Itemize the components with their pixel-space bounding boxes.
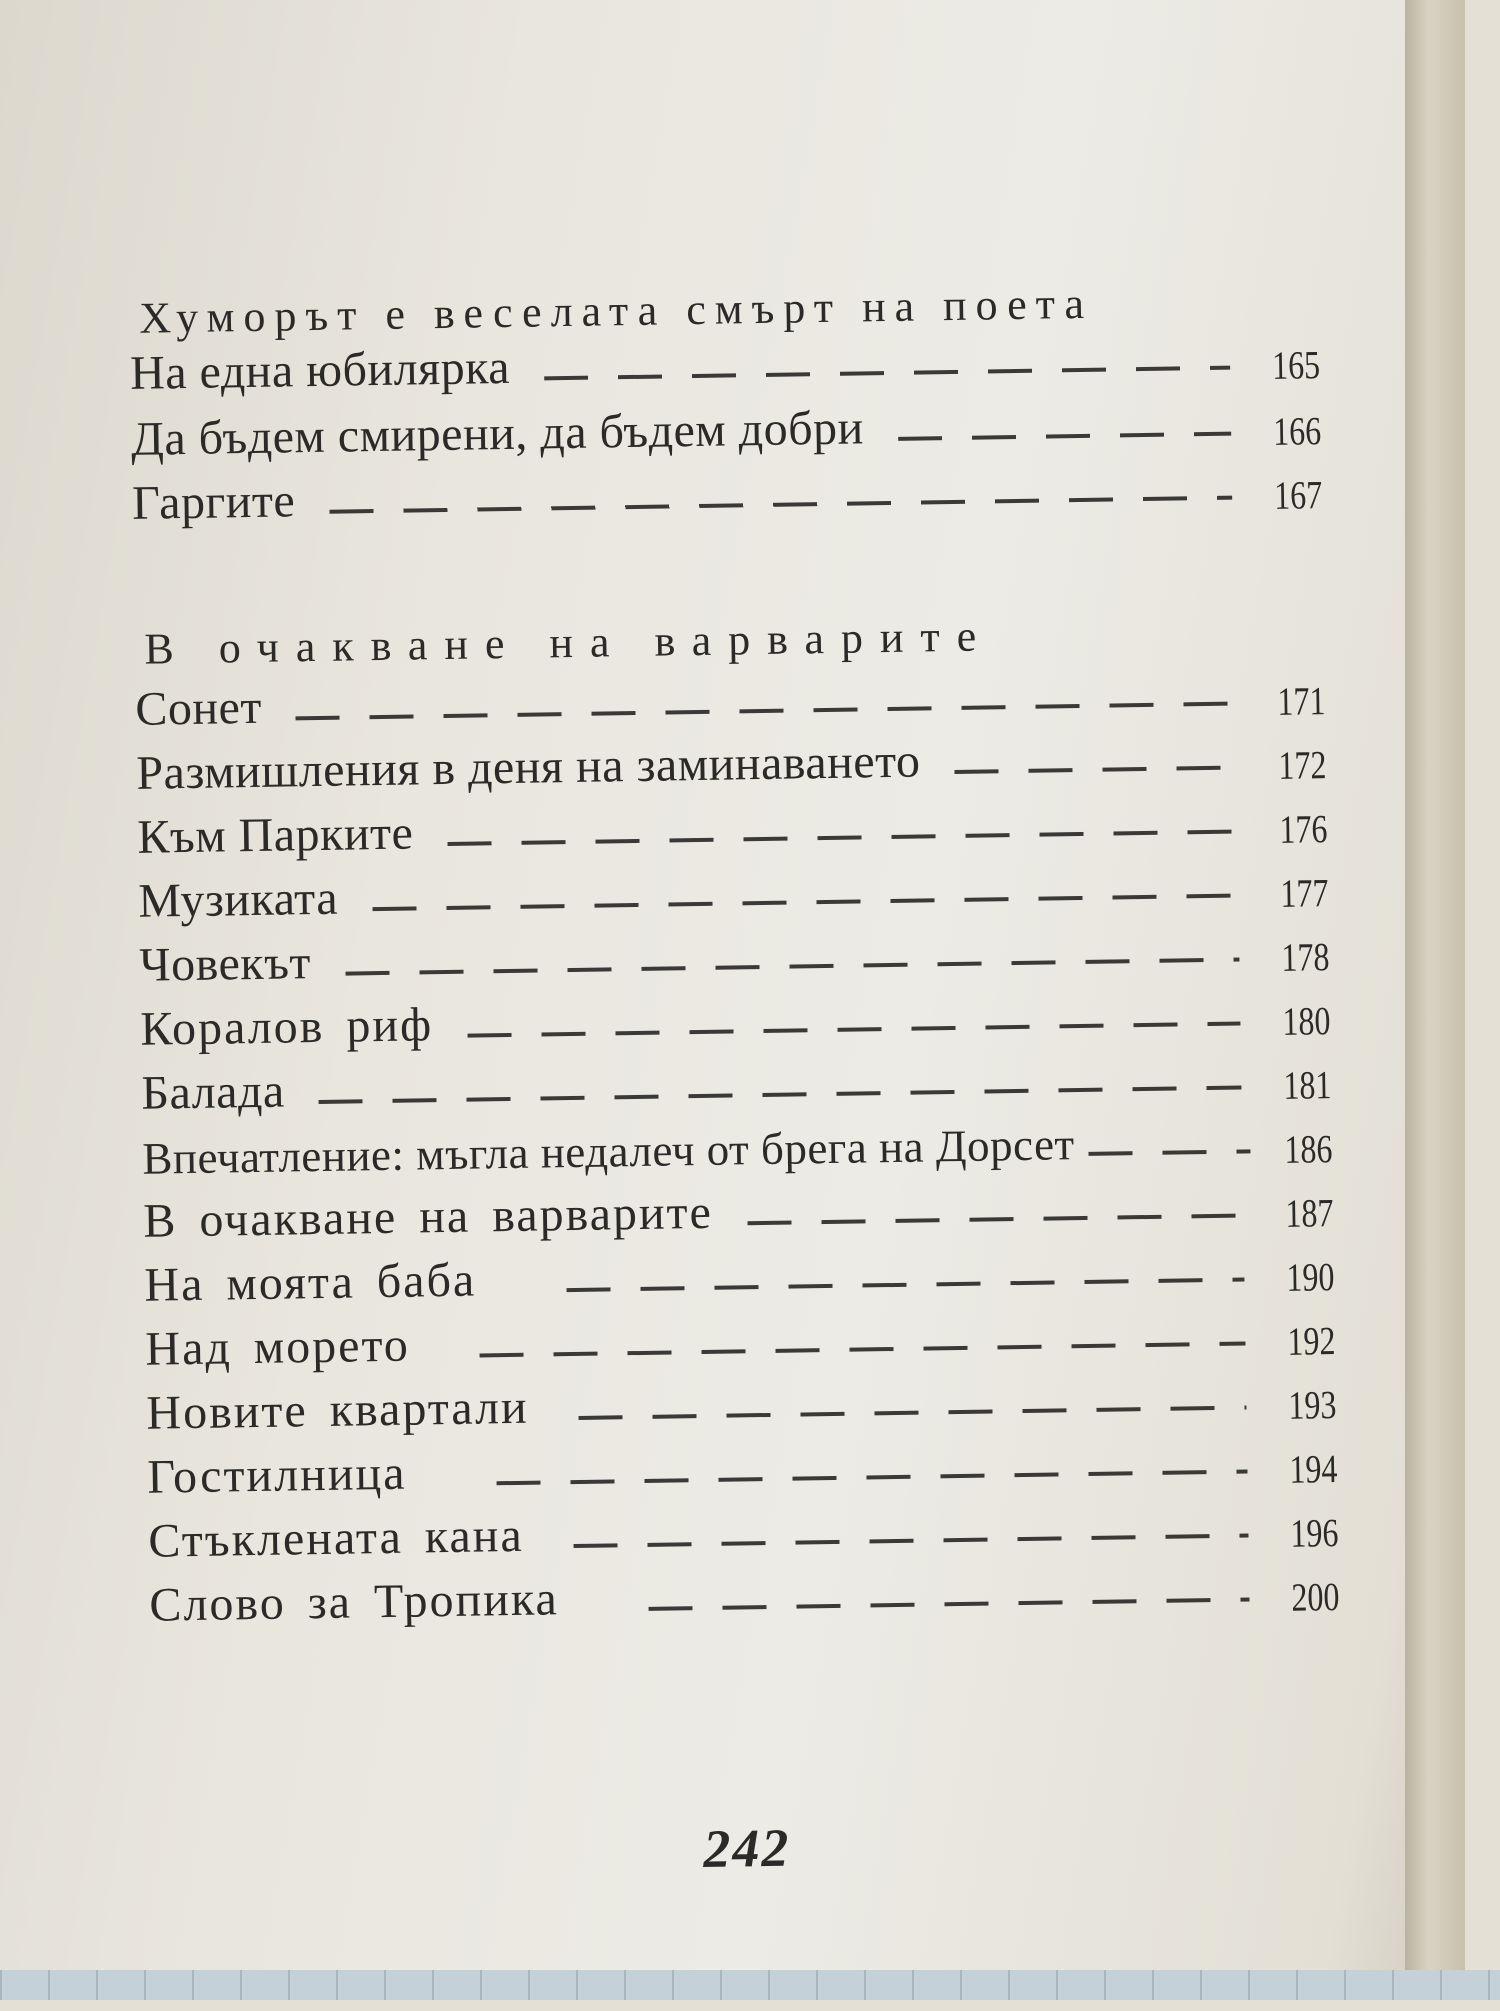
section-title: Хуморът е веселата смърт на поета (138, 278, 1094, 343)
toc-entry-title: Впечатление: мъгла недалеч от брега на Дорсет (142, 1119, 1076, 1184)
toc-entry-page: 194 (1289, 1446, 1338, 1492)
dot-leader (579, 1405, 1247, 1419)
toc-entry-title: В очакване на варварите (142, 1185, 714, 1248)
toc-entry-page: 192 (1287, 1318, 1336, 1364)
toc-entry-page: 177 (1280, 870, 1329, 916)
toc-entry-title: Да бъдем смирени, да бъдем добри (130, 401, 865, 466)
dot-leader (372, 894, 1238, 912)
toc-entry-title: На една юбилярка (129, 340, 511, 400)
dot-leader (544, 366, 1230, 381)
dot-leader (296, 702, 1235, 721)
dot-leader (747, 1213, 1244, 1225)
toc-entry-title: Към Парките (136, 806, 414, 864)
dot-leader (345, 958, 1239, 976)
dot-leader (649, 1597, 1250, 1610)
toc-entry-page: 166 (1272, 408, 1322, 454)
dot-leader (1089, 1149, 1251, 1156)
toc-entry-page: 171 (1277, 678, 1326, 724)
toc-entry-page: 167 (1273, 472, 1323, 518)
toc-entry-title: Балада (140, 1064, 286, 1120)
dot-leader (574, 1533, 1249, 1548)
toc-entry-page: 176 (1279, 806, 1328, 852)
toc-entry-page: 178 (1281, 934, 1330, 980)
toc-entry-title: Стъклената кана (148, 1508, 525, 1568)
dot-leader (480, 1341, 1246, 1357)
page-number: 242 (702, 1817, 791, 1880)
table-surface (0, 1970, 1500, 2000)
toc-entry-title: Сонет (134, 680, 263, 736)
toc-entry-page: 187 (1285, 1190, 1334, 1236)
dot-leader (898, 432, 1231, 441)
dot-leader (329, 496, 1232, 514)
toc-entry-title: Новите квартали (146, 1380, 530, 1440)
dot-leader (566, 1277, 1244, 1292)
dot-leader (497, 1469, 1248, 1485)
toc-entry-page: 165 (1271, 342, 1321, 388)
toc-entry-page: 200 (1291, 1574, 1340, 1620)
toc-entry-page: 196 (1290, 1510, 1339, 1556)
dot-leader (955, 766, 1237, 774)
toc-entry-page: 172 (1278, 742, 1327, 788)
toc-entry-title: Коралов риф (139, 998, 434, 1056)
dot-leader (319, 1086, 1242, 1104)
toc-entry-title: На моята баба (143, 1253, 477, 1312)
section-title: В очакване на варварите (144, 611, 994, 674)
toc-entry-title: Човекът (138, 936, 312, 992)
toc-entry-page: 186 (1284, 1126, 1333, 1172)
toc-entry-page: 190 (1286, 1254, 1335, 1300)
toc-entry-title: Над морето (145, 1318, 411, 1376)
toc-entry-page: 193 (1288, 1382, 1337, 1428)
toc-entry-title: Гостилница (147, 1446, 407, 1504)
toc-entry-title: Гаргите (131, 474, 296, 530)
dot-leader (467, 1022, 1240, 1038)
toc-entry-title: Размишления в деня на заминаването (135, 734, 921, 800)
toc-entry-title: Слово за Тропика (149, 1572, 560, 1632)
dot-leader (447, 830, 1237, 846)
toc-entry-page: 181 (1283, 1062, 1332, 1108)
toc-entry-page: 180 (1282, 998, 1331, 1044)
toc-entry-title: Музиката (137, 871, 339, 928)
